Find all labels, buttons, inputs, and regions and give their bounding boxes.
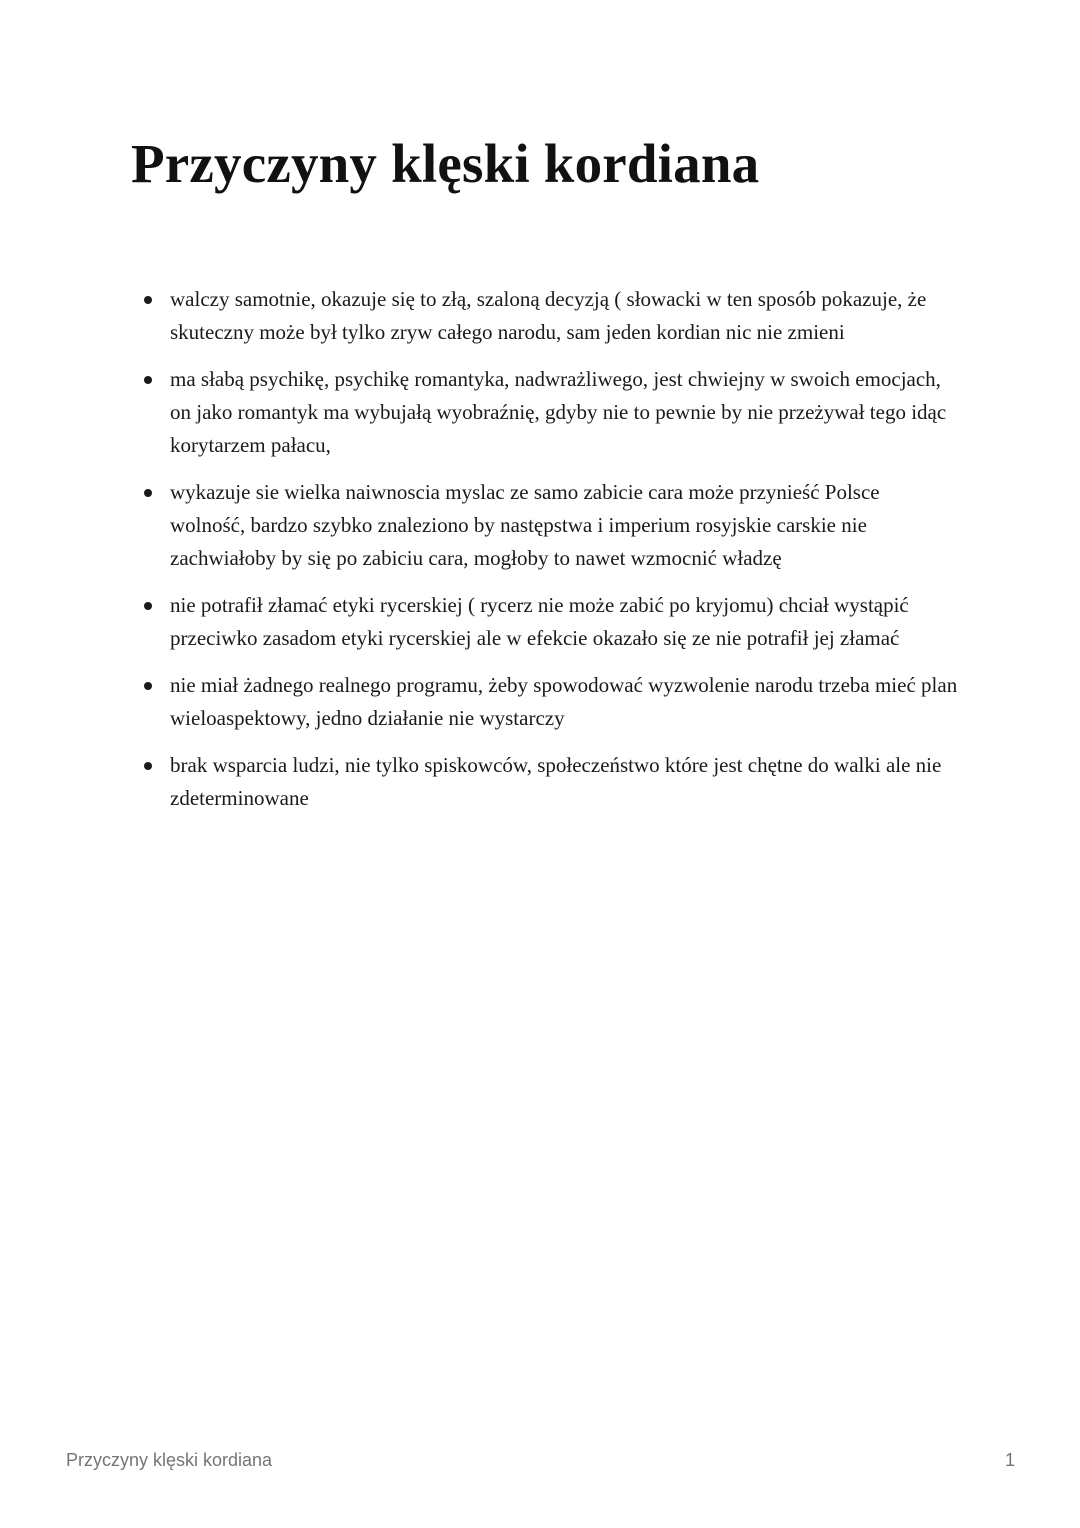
footer-title: Przyczyny klęski kordiana: [66, 1450, 273, 1470]
list-item: [140, 749, 960, 815]
list-item: [140, 283, 960, 349]
list-item: [140, 363, 960, 462]
list-item: [140, 476, 960, 575]
list-item: [140, 669, 960, 735]
list-item-text: walczy samotnie, okazuje się to złą, szaloną decyzją ( słowacki w ten sposób pokazuje, że skuteczny może był tylko zryw całego narodu, sam jeden kordian nic nie zmieni: [170, 287, 927, 344]
page-number: 1: [1004, 1450, 1015, 1470]
list-item-text: nie potrafił złamać etyki rycerskiej ( rycerz nie może zabić po kryjomu) chciał wystąpić przeciwko zasadom etyki rycerskiej ale w efekcie okazało się ze nie potrafił jej złamać: [170, 593, 909, 650]
list-item-text: wykazuje sie wielka naiwnoscia myslac ze samo zabicie cara może przynieść Polsce wolność, bardzo szybko znaleziono by następstwa i imperium rosyjskie carskie nie zachwiałoby by się po zabiciu cara, mogłoby to nawet wzmocnić władzę: [170, 480, 880, 570]
list-item: [140, 589, 960, 655]
bullet-icon: [144, 602, 152, 610]
bullet-icon: [144, 489, 152, 497]
bullet-icon: [144, 762, 152, 770]
page-title: Przyczyny klęski kordiana: [131, 133, 760, 194]
bullet-icon: [144, 296, 152, 304]
list-item-text: brak wsparcia ludzi, nie tylko spiskowców, społeczeństwo które jest chętne do walki ale nie zdeterminowane: [170, 753, 942, 810]
bullet-icon: [144, 682, 152, 690]
bullet-list: [140, 283, 960, 829]
bullet-icon: [144, 376, 152, 384]
list-item-text: nie miał żadnego realnego programu, żeby spowodować wyzwolenie narodu trzeba mieć plan wieloaspektowy, jedno działanie nie wystarczy: [170, 673, 958, 730]
list-item-text: ma słabą psychikę, psychikę romantyka, nadwrażliwego, jest chwiejny w swoich emocjach, on jako romantyk ma wybujałą wyobraźnię, gdyby nie to pewnie by nie przeżywał tego idąc korytarzem pałacu,: [170, 367, 947, 457]
